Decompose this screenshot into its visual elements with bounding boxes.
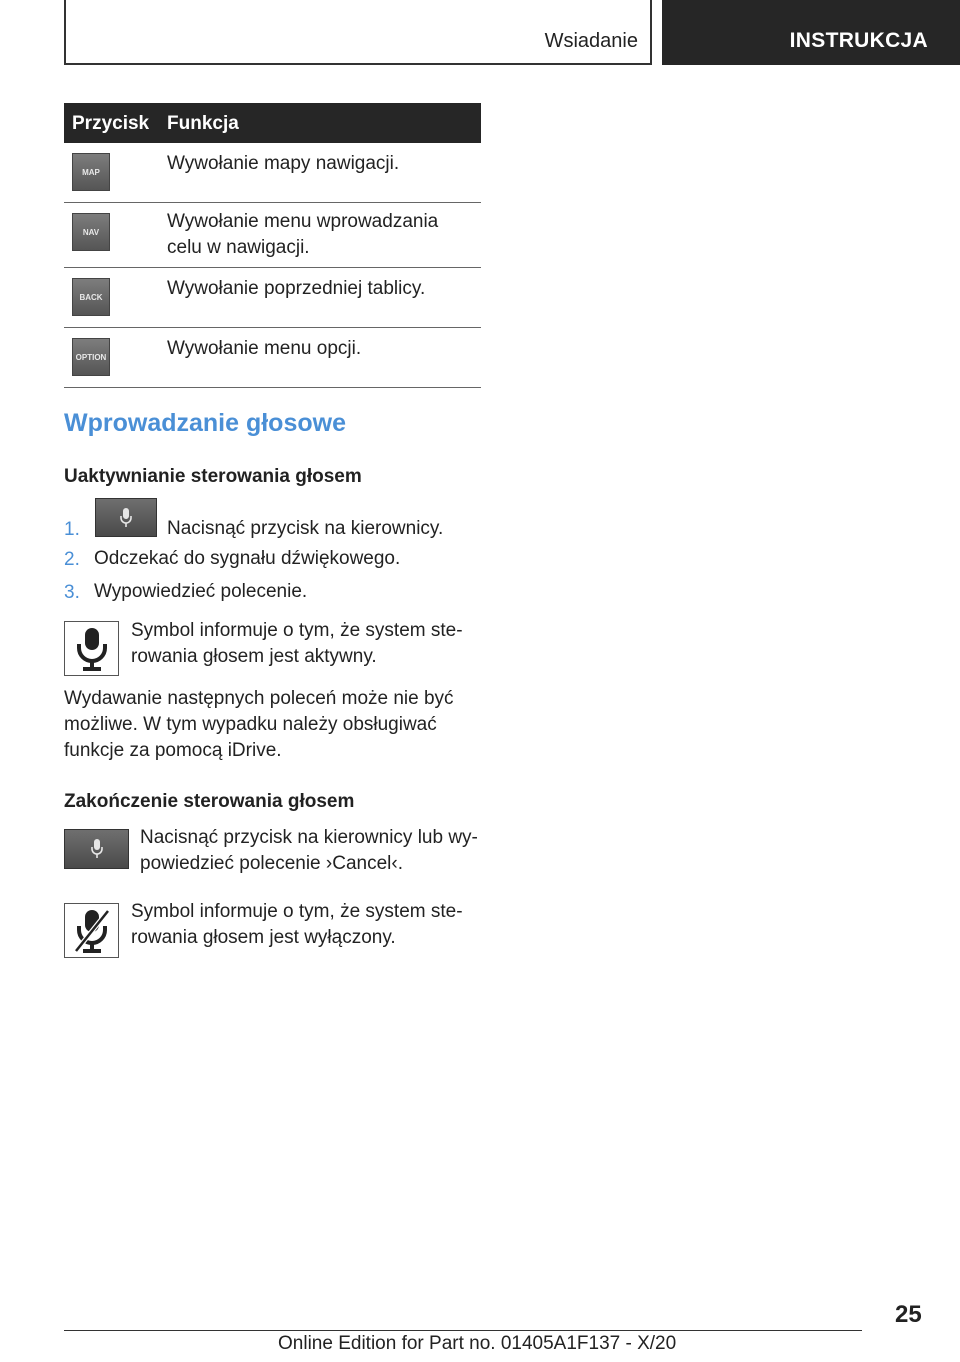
section-header xyxy=(64,0,652,65)
voice-button-icon xyxy=(64,829,129,869)
column-header-function: Funkcja xyxy=(167,113,239,134)
microphone-icon xyxy=(90,838,104,860)
map-button-icon: MAP xyxy=(72,153,110,191)
button-function-table xyxy=(64,103,481,388)
description-line: rowania głosem jest wyłączony. xyxy=(131,927,396,948)
page-header xyxy=(64,0,960,66)
page-number: 25 xyxy=(895,1301,922,1328)
table-header xyxy=(64,103,481,143)
row-function-line: Wywołanie menu wprowadzania xyxy=(167,211,439,232)
chapter-title: INSTRUKCJA xyxy=(789,29,928,52)
microphone-icon xyxy=(119,507,133,529)
step-number: 1. xyxy=(64,519,80,540)
column-header-button: Przycisk xyxy=(72,113,150,134)
note-line: możliwe. W tym wypadku należy obsługiwać xyxy=(64,714,437,735)
instruction-line: powiedzieć polecenie ›Cancel‹. xyxy=(140,853,403,874)
table-row xyxy=(64,143,481,203)
table-row xyxy=(64,328,481,388)
off-symbol-description xyxy=(131,899,463,951)
note-line: funkcje za pomocą iDrive. xyxy=(64,740,282,761)
footer-divider xyxy=(64,1330,862,1331)
active-symbol-description xyxy=(131,618,463,670)
step-text: Wypowiedzieć polecenie. xyxy=(94,581,308,602)
section-title: Wsiadanie xyxy=(544,30,638,52)
microphone-icon xyxy=(74,626,110,672)
back-button-icon: BACK xyxy=(72,278,110,316)
row-function: Wywołanie poprzedniej tablicy. xyxy=(167,278,426,299)
voice-active-symbol xyxy=(64,621,119,676)
step-text: Odczekać do sygnału dźwiękowego. xyxy=(94,548,401,569)
instruction-line: Nacisnąć przycisk na kierownicy lub wy- xyxy=(140,827,478,848)
step-text: Nacisnąć przycisk na kierownicy. xyxy=(167,518,444,539)
note-paragraph xyxy=(64,686,454,764)
table-row xyxy=(64,268,481,328)
description-line: Symbol informuje o tym, że system ste- xyxy=(131,901,463,922)
voice-button-icon xyxy=(95,498,157,537)
option-button-icon: OPTION xyxy=(72,338,110,376)
step-number: 3. xyxy=(64,582,80,603)
table-row xyxy=(64,203,481,268)
description-line: rowania głosem jest aktywny. xyxy=(131,646,377,667)
heading-activate-voice: Uaktywnianie sterowania głosem xyxy=(64,466,362,487)
row-function xyxy=(167,209,438,261)
nav-button-icon: NAV xyxy=(72,213,110,251)
step-number: 2. xyxy=(64,549,80,570)
section-title-voice-input: Wprowadzanie głosowe xyxy=(64,409,346,437)
description-line: Symbol informuje o tym, że system ste- xyxy=(131,620,463,641)
chapter-tab xyxy=(662,0,960,65)
deactivate-instruction xyxy=(140,825,478,877)
row-function: Wywołanie mapy nawigacji. xyxy=(167,153,400,174)
microphone-off-icon xyxy=(72,907,112,955)
footer-edition-text: Online Edition for Part no. 01405A1F137 - X/20 xyxy=(278,1333,677,1354)
heading-deactivate-voice: Zakończenie sterowania głosem xyxy=(64,791,355,812)
row-function-line: celu w nawigacji. xyxy=(167,237,310,258)
row-function: Wywołanie menu opcji. xyxy=(167,338,362,359)
note-line: Wydawanie następnych poleceń może nie być xyxy=(64,688,454,709)
voice-off-symbol xyxy=(64,903,119,958)
